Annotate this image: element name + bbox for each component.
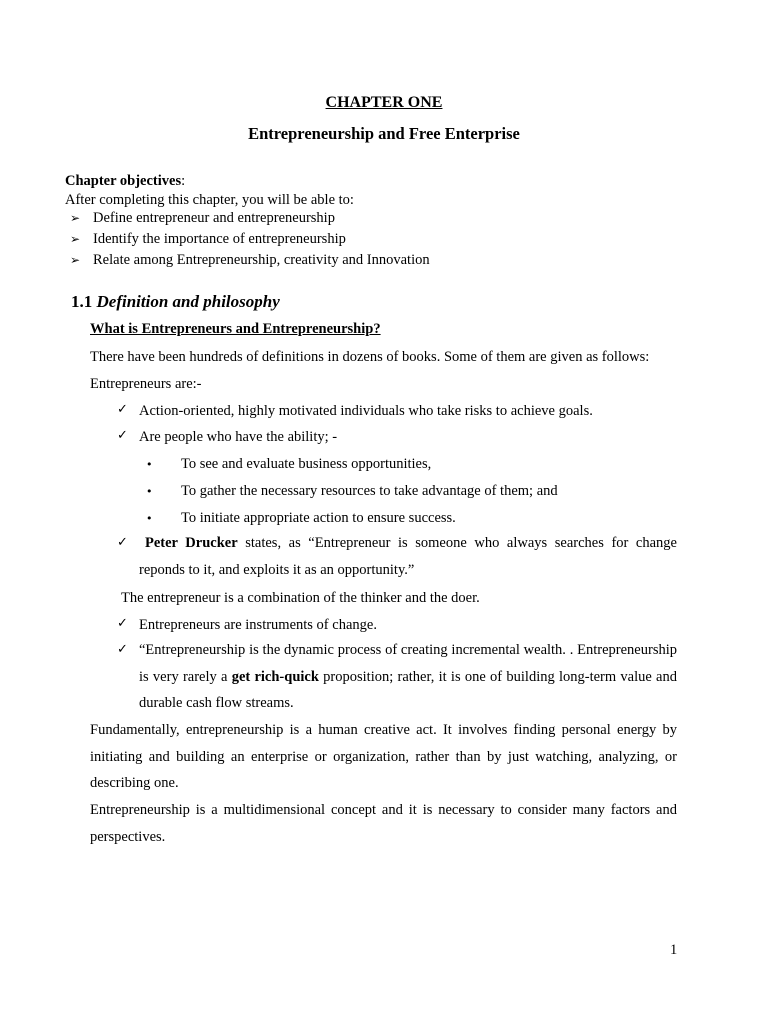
objectives-intro: After completing this chapter, you will be able to:: [65, 192, 354, 208]
bullet-item: To see and evaluate business opportunities,: [181, 456, 432, 472]
arrow-bullet-icon: ➢: [70, 253, 81, 267]
objective-item: [70, 231, 346, 248]
chapter-subtitle: Entrepreneurship and Free Enterprise: [248, 124, 520, 143]
objective-item: [70, 252, 430, 269]
check-item: Action-oriented, highly motivated individuals who take risks to achieve goals.: [139, 403, 593, 419]
wealth-quote-part2: proposition; rather, it is one of building long-term value and durable cash flow streams.: [139, 668, 677, 712]
objective-item: [70, 210, 335, 227]
checkmark-icon: ✓: [117, 642, 128, 657]
check-item: Entrepreneurs are instruments of change.: [139, 617, 377, 633]
objective-text: Relate among Entrepreneurship, creativity and Innovation: [93, 252, 430, 268]
bullet-item: To gather the necessary resources to take advantage of them; and: [181, 483, 558, 499]
drucker-name: Peter Drucker: [145, 535, 238, 551]
objective-text: Define entrepreneur and entrepreneurship: [93, 210, 335, 226]
wealth-quote-part1: “Entrepreneurship is the dynamic process of creating incremental wealth. . Entrepreneurship is very rarely a: [139, 642, 677, 685]
checkmark-icon: ✓: [117, 535, 128, 550]
check-item: Are people who have the ability; -: [139, 429, 338, 445]
checkmark-icon: ✓: [117, 402, 128, 417]
wealth-quote: [139, 637, 677, 717]
thinker-doer-line: The entrepreneur is a combination of the thinker and the doer.: [121, 590, 480, 606]
bullet-icon: •: [146, 458, 153, 471]
arrow-bullet-icon: ➢: [70, 232, 81, 246]
objectives-heading-colon: :: [181, 173, 186, 189]
drucker-quote: [139, 530, 677, 583]
bullet-icon: •: [146, 485, 153, 498]
entrepreneurs-are-label: Entrepreneurs are:-: [90, 376, 202, 392]
section-subheading: What is Entrepreneurs and Entrepreneurship?: [90, 321, 381, 337]
objectives-heading: [65, 173, 185, 190]
section-heading: [71, 292, 280, 312]
drucker-text: states, as “Entrepreneur is someone who always searches for change reponds to it, and exploits it as an opportunity.”: [139, 535, 677, 578]
paragraph-creative-act: Fundamentally, entrepreneurship is a human creative act. It involves finding personal energy by initiating and building an enterprise or organization, rather than by just watching, analyzing, or describing one.: [90, 722, 677, 792]
bullet-icon: •: [146, 512, 153, 525]
arrow-bullet-icon: ➢: [70, 211, 81, 225]
objectives-heading-label: Chapter objectives: [65, 173, 182, 189]
checkmark-icon: ✓: [117, 616, 128, 631]
objective-text: Identify the importance of entrepreneurship: [93, 231, 346, 247]
intro-paragraph: There have been hundreds of definitions in dozens of books. Some of them are given as follows:: [90, 349, 650, 365]
wealth-quote-bold: get rich-quick: [231, 668, 319, 685]
chapter-title: CHAPTER ONE: [325, 94, 443, 111]
bullet-item: To initiate appropriate action to ensure success.: [181, 510, 456, 526]
page-number: 1: [670, 942, 678, 958]
section-title: Definition and philosophy: [96, 292, 280, 311]
checkmark-icon: ✓: [117, 428, 128, 443]
paragraph-multidimensional: Entrepreneurship is a multidimensional concept and it is necessary to consider many factors and perspectives.: [90, 802, 677, 845]
section-number: 1.1: [71, 292, 93, 311]
